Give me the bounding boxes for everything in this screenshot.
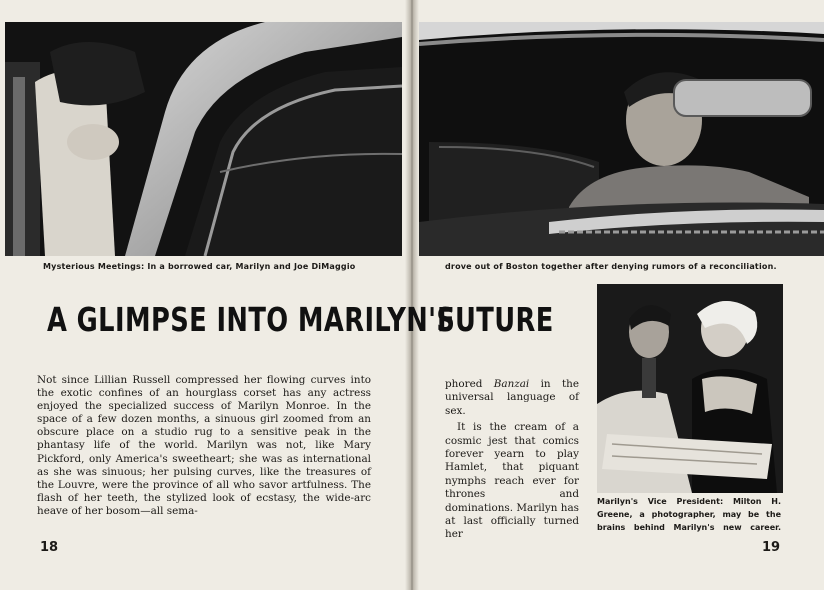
portrait-illustration [597,284,783,493]
article-body-right [445,378,579,542]
car-photo-right [419,22,824,256]
right-photo-caption: drove out of Boston together after denying rumors of a reconciliation. [445,262,777,271]
car-door-illustration [5,22,402,256]
left-photo-caption: Mysterious Meetings: In a borrowed car, Marilyn and Joe DiMaggio [43,262,356,271]
body-paragraph-1 [445,378,579,418]
page-number-right: 19 [762,540,781,555]
page-gutter [405,0,419,590]
headline-left: A GLIMPSE INTO MARILYN'S [47,300,456,339]
body-p1-before: phored [445,378,494,390]
headline-right: FUTURE [437,300,554,339]
driver-illustration [419,22,824,256]
car-photo-left [5,22,402,256]
article-body-left: Not since Lillian Russell compressed her flowing curves into the exotic confines of an hourglass corset has any actress enjoyed the specialized success of Marilyn Monroe. In the space of a few dozen months, a sinuous girl zoomed from an obscure place on a studio rug to a sensitive peak in the phantasy life of the world. Marilyn was not, like Mary Pickford, only America's sweetheart; she was as international as she was sinuous; her pulsing curves, like the treasures of the Louvre, were the province of all who savor artfulness. The flash of her teeth, the stylized look of ecstasy, the wide-arc heave of her bosom—all sema- [37,374,371,517]
body-paragraph-2: It is the cream of a cosmic jest that comics forever yearn to play Hamlet, that piquant nymphs reach ever for thrones and dominations. Marilyn has at last officially turned her [445,421,579,541]
body-p1-italic: Banzai [493,378,530,390]
small-photo-caption: Marilyn's Vice President: Milton H. Greene, a photographer, may be the brains behind Marilyn's new career. [597,497,781,532]
page-number-left: 18 [40,540,59,555]
greene-monroe-photo [597,284,783,493]
body-p1-after: in the universal language of sex. [445,378,580,417]
